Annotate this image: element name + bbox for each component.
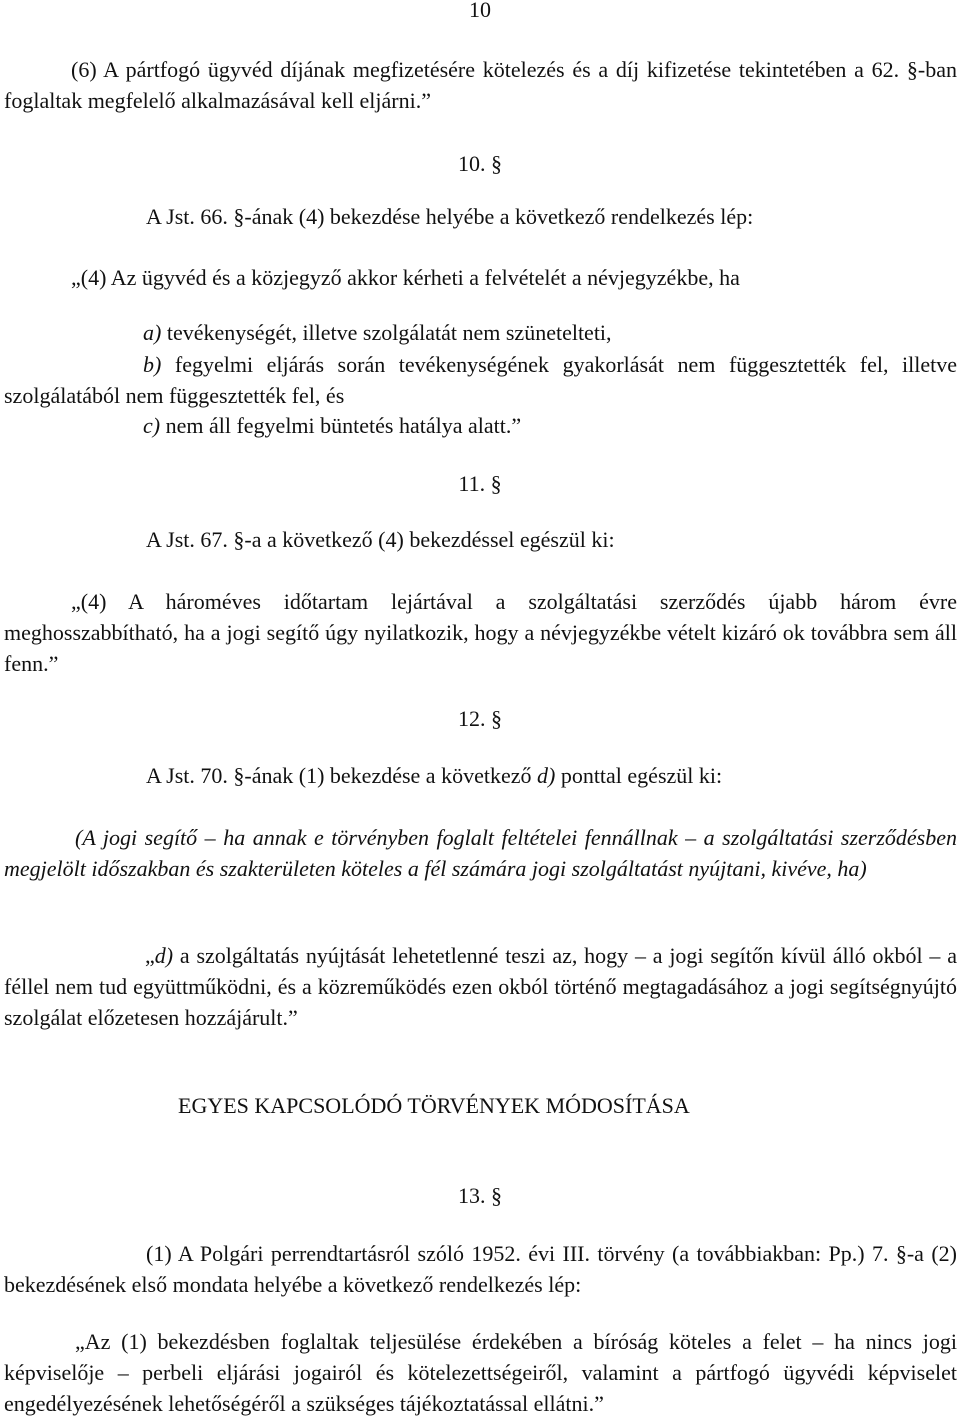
section-heading-10: 10. § — [458, 151, 502, 176]
section-heading-13: 13. § — [458, 1183, 502, 1208]
section-12-intro — [146, 760, 946, 791]
item-a — [143, 317, 953, 348]
section-12-italic-paragraph: (A jogi segítő – ha annak e törvényben foglalt feltételei fennállnak – a szolgáltatási szerződésben megjelölt időszakban és szakterületen köteles a fél számára jogi szolgáltatást nyújtani, kivéve, ha) — [4, 825, 957, 881]
item-a-letter: a) — [143, 320, 162, 345]
chapter-title: EGYES KAPCSOLÓDÓ TÖRVÉNYEK MÓDOSÍTÁSA — [178, 1093, 690, 1118]
section-heading-12: 12. § — [458, 706, 502, 731]
item-d-open-quote: „ — [145, 943, 155, 968]
item-b-text: fegyelmi eljárás során tevékenységének gyakorlását nem függesztették fel, illetve szolgálatából nem függesztették fel, és — [4, 352, 957, 408]
item-c-letter: c) — [143, 413, 161, 438]
section-11-quote: „(4) A hároméves időtartam lejártával a szolgáltatási szerződés újabb három évre meghosszabbítható, ha a jogi segítő úgy nyilatkozik, hogy a névjegyzékbe vételt kizáró ok továbbra sem áll fenn.” — [4, 589, 957, 676]
item-d-text: a szolgáltatás nyújtását lehetetlenné teszi az, hogy – a jogi segítőn kívül álló okból – a féllel nem tud együttműködni, és a közreműködés ezen okból történő megtagadásához a jogi segítségnyújtó szolgálat előzetesen hozzájárult.” — [4, 943, 957, 1030]
section-12-intro-start: A Jst. 70. §-ának (1) bekezdése a következő — [146, 763, 537, 788]
item-d-letter: d) — [154, 943, 174, 968]
paragraph-6: (6) A pártfogó ügyvéd díjának megfizetésére kötelezés és a díj kifizetése tekintetében a 62. §-ban foglaltak megfelelő alkalmazásával kell eljárni.” — [4, 57, 957, 113]
section-12-intro-end: ponttal egészül ki: — [555, 763, 723, 788]
section-11-intro: A Jst. 67. §-a a következő (4) bekezdéssel egészül ki: — [146, 527, 615, 552]
page-number: 10 — [469, 0, 491, 22]
section-heading-11: 11. § — [458, 471, 502, 496]
section-12-intro-point: d) — [536, 763, 556, 788]
section-13-quote: „Az (1) bekezdésben foglaltak teljesülése érdekében a bíróság köteles a felet – ha nincs jogi képviselője – perbeli eljárási jogairól és kötelezettségeiről, valamint a pártfogó ügyvédi képviselet engedélyezésének lehetőségéről a szükséges tájékoztatással ellátni.” — [4, 1329, 957, 1416]
item-b-letter: b) — [143, 352, 162, 377]
item-b — [4, 349, 957, 411]
section-10-quote: „(4) Az ügyvéd és a közjegyző akkor kérheti a felvételét a névjegyzékbe, ha — [71, 265, 740, 290]
item-c-text: nem áll fegyelmi büntetés hatálya alatt.” — [160, 413, 522, 438]
item-d — [4, 940, 957, 1033]
section-13-paragraph-1: (1) A Polgári perrendtartásról szóló 1952. évi III. törvény (a továbbiakban: Pp.) 7. §-a (2) bekezdésének első mondata helyébe a következő rendelkezés lép: — [4, 1241, 957, 1297]
item-c — [143, 410, 953, 441]
item-a-text: tevékenységét, illetve szolgálatát nem szünetelteti, — [161, 320, 612, 345]
section-10-intro: A Jst. 66. §-ának (4) bekezdése helyébe a következő rendelkezés lép: — [146, 204, 754, 229]
